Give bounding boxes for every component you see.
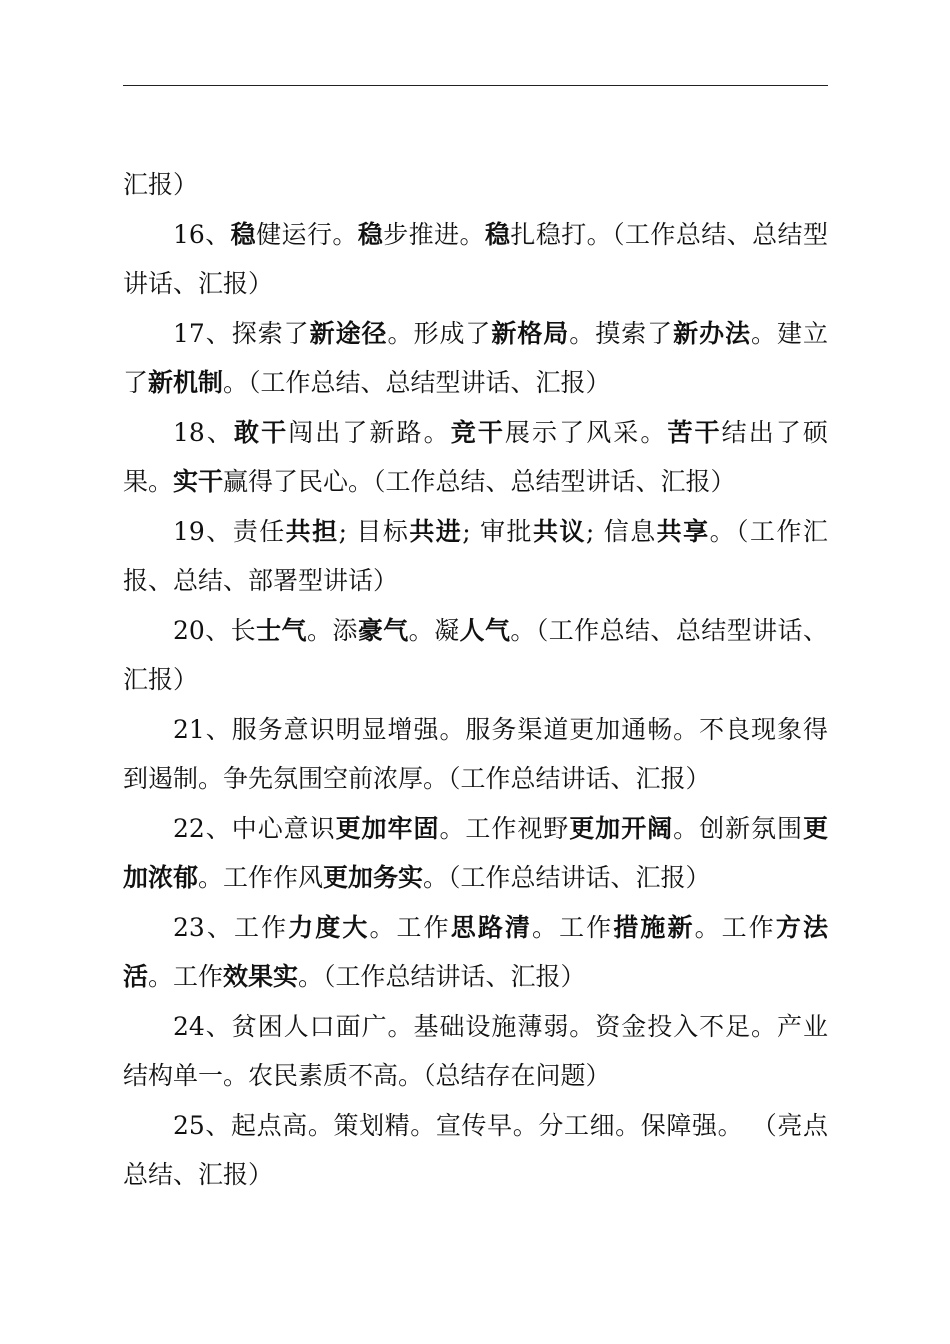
emphasis-text: 方法活 (123, 912, 828, 991)
body-text: 。（工作总结讲话、汇报） (298, 962, 586, 991)
body-text: 。工作 (369, 912, 451, 942)
emphasis-text: 新途径 (309, 318, 388, 348)
emphasis-text: 新机制 (148, 368, 224, 397)
body-text: 21、服务意识明显增强。服务渠道更加通畅。不良现象得到遏制。争先氛围空前浓厚。（工作总结讲话、汇报） (123, 714, 828, 793)
list-item-22 (123, 804, 828, 903)
emphasis-text: 更加开阔 (569, 813, 674, 843)
emphasis-text: 共担 (285, 516, 339, 546)
body-text: 步推进。 (383, 219, 485, 249)
body-text: 展示了风采。 (504, 417, 668, 447)
body-text: 。摸索了 (569, 318, 674, 348)
body-text: ; 信息 (585, 516, 657, 546)
body-text: 。（工作总结讲话、汇报） (423, 863, 711, 892)
emphasis-text: 共享 (656, 516, 710, 546)
body-text: 。创新氛围 (673, 813, 803, 843)
emphasis-text: 稳 (484, 219, 511, 249)
body-text: 。工作视野 (439, 813, 570, 843)
body-text: 。（工作汇报、总结、部署型讲话） (123, 516, 828, 595)
document-body (123, 160, 828, 1200)
body-text: ; 目标 (338, 516, 410, 546)
body-text: 22、中心意识 (173, 813, 336, 843)
body-text: 。建立了 (123, 318, 828, 397)
list-item-17 (123, 309, 828, 408)
emphasis-text: 新格局 (491, 318, 570, 348)
list-item-18 (123, 408, 828, 507)
body-text: 。工作 (532, 912, 614, 942)
body-text: 健运行。 (256, 219, 358, 249)
emphasis-text: 效果实 (223, 962, 299, 991)
body-text: 17、探索了 (173, 318, 310, 348)
body-text: 扎稳打。（工作总结、总结型讲话、汇报） (123, 219, 828, 298)
body-text: 。（工作总结、总结型讲话、汇报） (123, 615, 828, 694)
emphasis-text: 思路清 (450, 912, 533, 942)
list-item-20 (123, 606, 828, 705)
body-text: 。工作 (148, 962, 224, 991)
body-text: 19、责任 (173, 516, 286, 546)
list-item-24 (123, 1002, 828, 1101)
body-text: 。形成了 (387, 318, 492, 348)
list-item-21 (123, 705, 828, 804)
emphasis-text: 豪气 (357, 615, 409, 645)
list-item-25 (123, 1101, 828, 1200)
body-text: 18、 (173, 417, 234, 447)
body-text: 。添 (306, 615, 358, 645)
body-text: 。凝 (408, 615, 460, 645)
emphasis-text: 新办法 (673, 318, 752, 348)
emphasis-text: 力度大 (288, 912, 370, 942)
body-text: 汇报） (123, 170, 199, 199)
list-item-19 (123, 507, 828, 606)
emphasis-text: 稳 (230, 219, 257, 249)
emphasis-text: 更加浓郁 (123, 813, 828, 892)
body-text: 赢得了民心。（工作总结、总结型讲话、汇报） (223, 467, 736, 496)
emphasis-text: 敢干 (234, 417, 289, 447)
body-text: 24、贫困人口面广。基础设施薄弱。资金投入不足。产业结构单一。农民素质不高。（总结存在问题） (123, 1011, 828, 1090)
emphasis-text: 更加牢固 (335, 813, 440, 843)
emphasis-text: 措施新 (613, 912, 695, 942)
emphasis-text: 竞干 (450, 417, 505, 447)
body-text: 闯出了新路。 (288, 417, 451, 447)
paragraph-continuation (123, 160, 828, 210)
body-text: 20、长 (173, 615, 257, 645)
body-text: 。（工作总结、总结型讲话、汇报） (223, 368, 611, 397)
emphasis-text: 稳 (357, 219, 384, 249)
body-text: 23、工作 (173, 912, 289, 942)
body-text: 结出了硕果。 (123, 417, 828, 496)
emphasis-text: 共进 (409, 516, 463, 546)
body-text: 。工作作风 (198, 863, 324, 892)
emphasis-text: 人气 (459, 615, 511, 645)
emphasis-text: 更加务实 (323, 863, 424, 892)
list-item-16 (123, 210, 828, 309)
header-rule (123, 85, 828, 86)
emphasis-text: 实干 (173, 467, 224, 496)
emphasis-text: 共议 (533, 516, 586, 546)
body-text: 25、起点高。策划精。宣传早。分工细。保障强。 （亮点总结、汇报） (123, 1110, 828, 1189)
emphasis-text: 苦干 (667, 417, 722, 447)
emphasis-text: 士气 (256, 615, 307, 645)
body-text: 。工作 (694, 912, 776, 942)
body-text: ; 审批 (462, 516, 533, 546)
list-item-23 (123, 903, 828, 1002)
body-text: 16、 (173, 219, 231, 249)
